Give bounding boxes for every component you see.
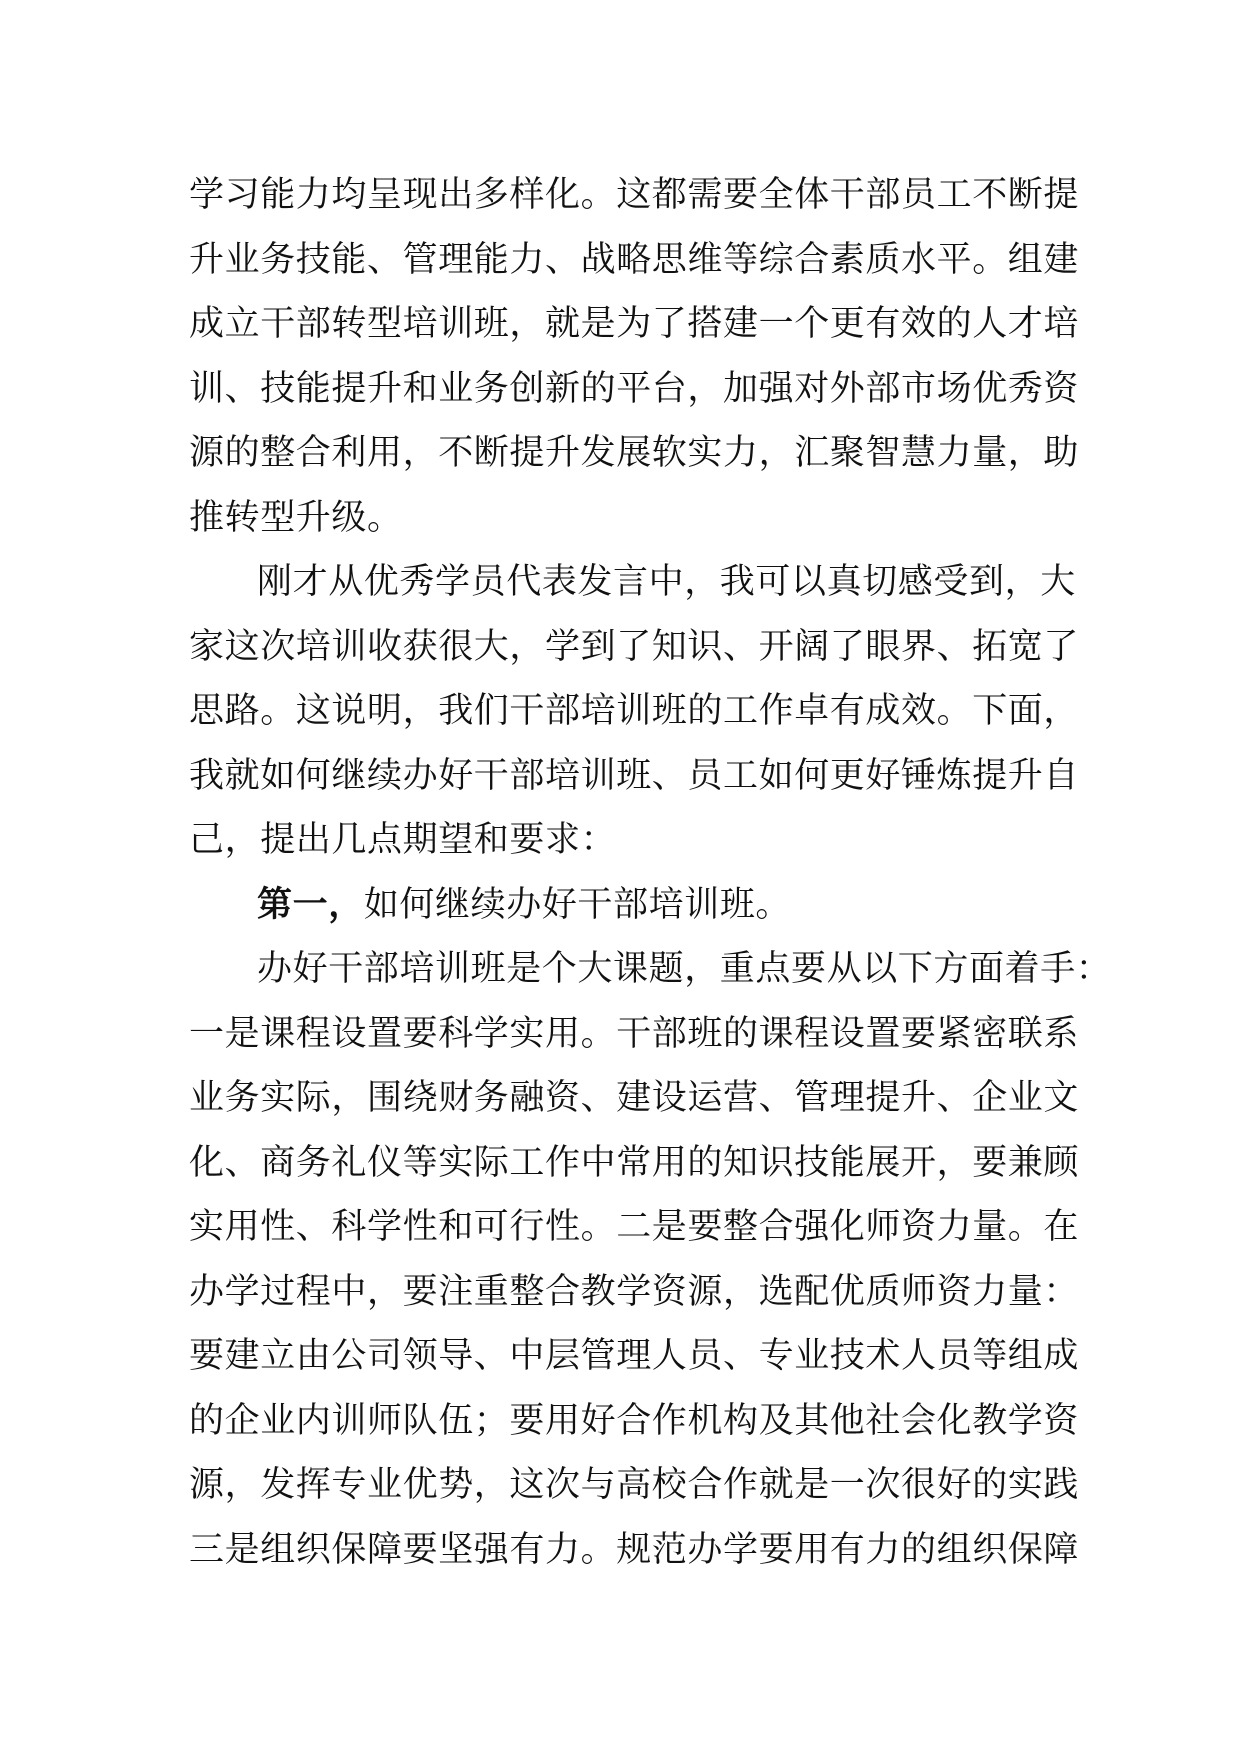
text-line: 思路。这说明，我们干部培训班的工作卓有成效。下面， <box>189 691 1080 731</box>
text-line: 推转型升级。 <box>189 497 403 538</box>
text-line: 的企业内训师队伍；要用好合作机构及其他社会化教学资 <box>189 1400 1080 1441</box>
text-line: 升业务技能、管理能力、战略思维等综合素质水平。组建 <box>189 239 1080 280</box>
text-line: 业务实际，围绕财务融资、建设运营、管理提升、企业文 <box>189 1078 1080 1118</box>
section-heading-line <box>189 873 1094 938</box>
text-line: 己，提出几点期望和要求： <box>189 820 617 860</box>
text-line: 办学过程中，要注重整合教学资源，选配优质师资力量： <box>189 1271 1080 1312</box>
text-line: 训、技能提升和业务创新的平台，加强对外部市场优秀资 <box>189 368 1080 409</box>
text-line: 源，发挥专业优势，这次与高校合作就是一次很好的实践 <box>189 1465 1080 1505</box>
text-line: 要建立由公司领导、中层管理人员、专业技术人员等组成 <box>189 1336 1080 1376</box>
text-line: 学习能力均呈现出多样化。这都需要全体干部员工不断提 <box>189 175 1080 215</box>
text-line: 我就如何继续办好干部培训班、员工如何更好锤炼提升自 <box>189 755 1080 796</box>
text-line: 一是课程设置要科学实用。干部班的课程设置要紧密联系 <box>189 1013 1080 1054</box>
section-number: 第一， <box>257 884 364 925</box>
text-line: 三是组织保障要坚强有力。规范办学要用有力的组织保障 <box>189 1529 1080 1570</box>
paragraph-start-line: 刚才从优秀学员代表发言中，我可以真切感受到，大 <box>257 562 1076 602</box>
paragraph-start-line: 办好干部培训班是个大课题，重点要从以下方面着手： <box>257 949 1112 989</box>
text-line: 成立干部转型培训班，就是为了搭建一个更有效的人才培 <box>189 304 1080 344</box>
section-title: 如何继续办好干部培训班。 <box>363 884 792 925</box>
text-line: 实用性、科学性和可行性。二是要整合强化师资力量。在 <box>189 1207 1080 1247</box>
text-line: 家这次培训收获很大，学到了知识、开阔了眼界、拓宽了 <box>189 626 1080 667</box>
document-body-text <box>189 163 1112 1582</box>
text-line: 源的整合利用，不断提升发展软实力，汇聚智慧力量，助 <box>189 433 1080 473</box>
text-line: 化、商务礼仪等实际工作中常用的知识技能展开，要兼顾 <box>189 1142 1080 1183</box>
